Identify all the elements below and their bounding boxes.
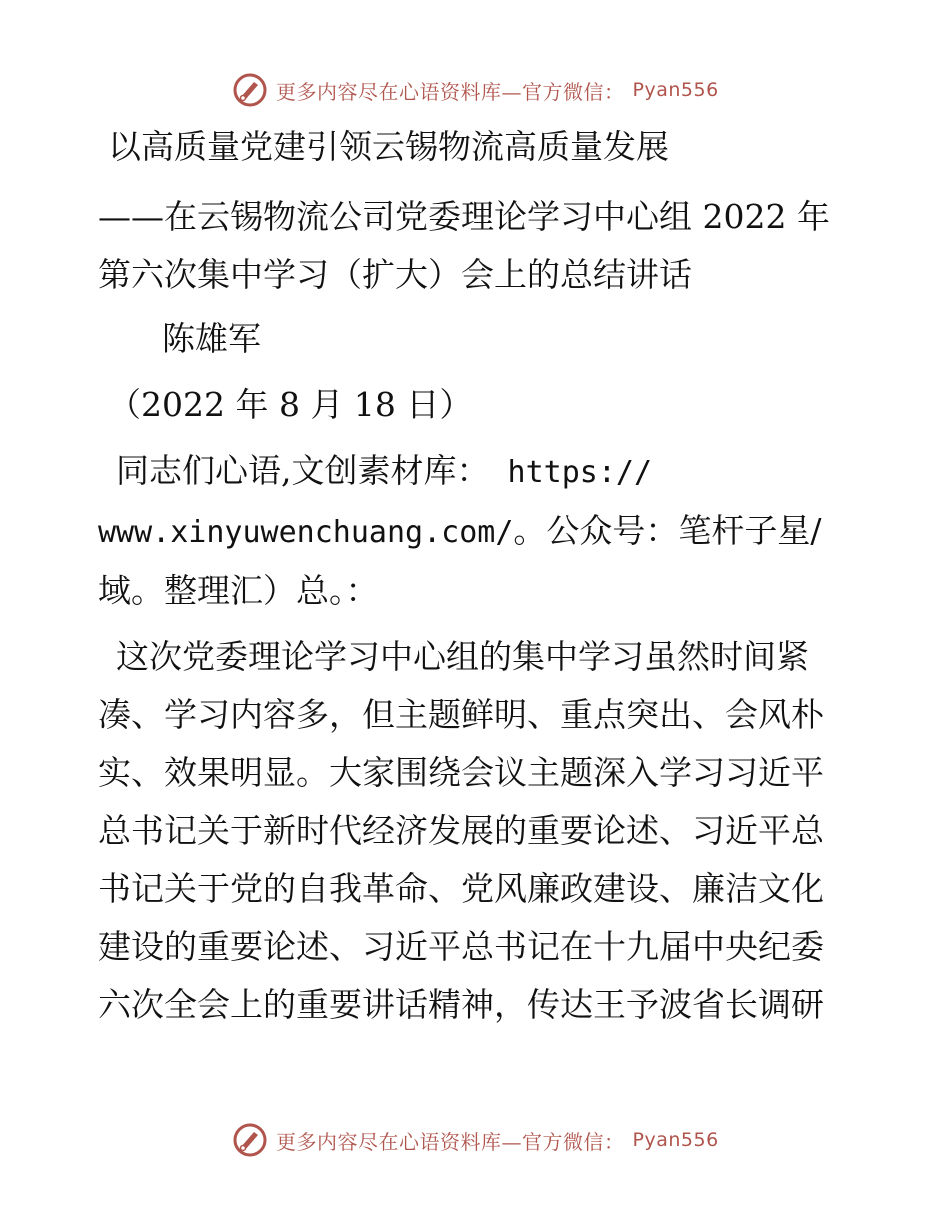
document-subtitle-line-2: 第六次集中学习（扩大）会上的总结讲话 <box>98 255 692 294</box>
document-title: 以高质量党建引领云锡物流高质量发展 <box>108 127 669 166</box>
brand-logo-icon <box>232 72 268 108</box>
body-line: 建设的重要论述、习近平总书记在十九届中央纪委 <box>98 927 824 966</box>
watermark-text: 更多内容尽在心语资料库—官方微信： <box>276 79 625 104</box>
greeting-url-part-2: www.xinyuwenchuang.com/ <box>98 515 514 550</box>
document-subtitle-line-1: ——在云锡物流公司党委理论学习中心组 2022 年 <box>98 197 830 236</box>
brand-logo-icon <box>232 1122 268 1158</box>
body-line: 实、效果明显。大家围绕会议主题深入学习习近平 <box>98 753 824 792</box>
greeting-line-3: 域。整理汇）总。： <box>98 571 379 610</box>
greeting-text: 同志们心语,文创素材库： <box>116 451 490 490</box>
body-line: 这次党委理论学习中心组的集中学习虽然时间紧 <box>116 637 809 676</box>
greeting-url-part-1: https:// <box>489 455 653 490</box>
document-author: 陈雄军 <box>162 319 261 358</box>
header-watermark <box>232 70 752 110</box>
body-line: 总书记关于新时代经济发展的重要论述、习近平总 <box>98 811 824 850</box>
body-line: 书记关于党的自我革命、党风廉政建设、廉洁文化 <box>98 869 824 908</box>
footer-watermark <box>232 1120 752 1160</box>
greeting-line-2 <box>98 502 858 562</box>
document-page <box>98 118 858 1034</box>
greeting-public-account: 。公众号：笔杆子星/ <box>513 511 822 550</box>
watermark-wechat-id: Pyan556 <box>632 1129 719 1151</box>
body-line: 六次全会上的重要讲话精神，传达王予波省长调研 <box>98 985 824 1024</box>
body-line: 凑、学习内容多，但主题鲜明、重点突出、会风朴 <box>98 695 824 734</box>
greeting-line-1 <box>98 442 858 502</box>
document-date: （2022 年 8 月 18 日） <box>108 385 473 424</box>
watermark-text: 更多内容尽在心语资料库—官方微信： <box>276 1129 625 1154</box>
watermark-wechat-id: Pyan556 <box>632 79 719 101</box>
